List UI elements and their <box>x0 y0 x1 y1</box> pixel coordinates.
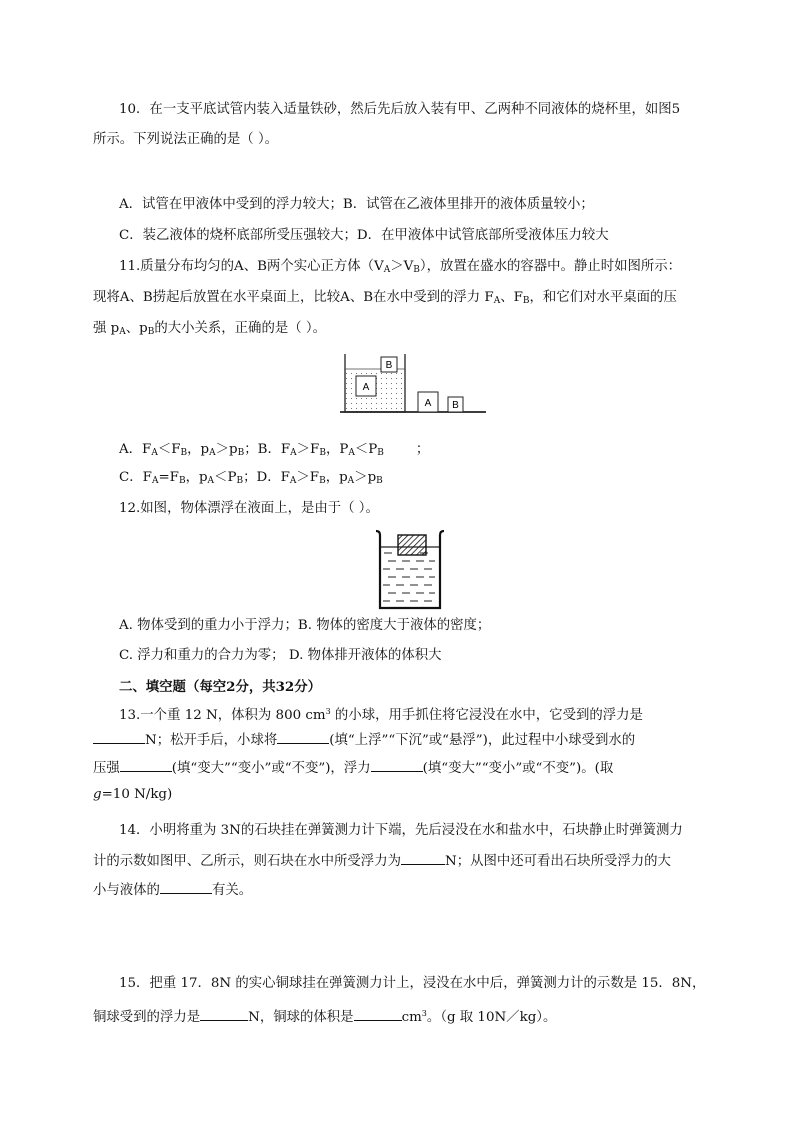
q11-stem-line3: 强 $p_A$、$p_B$的大小关系，正确的是（ ）。 <box>93 321 326 337</box>
answer-blank[interactable] <box>200 1008 248 1021</box>
q15-line1: 15．把重 17．8N 的实心铜球挂在弹簧测力计上，浸没在水中后，弹簧测力计的示数是 15．8N， <box>119 976 706 991</box>
q12-stem: 12.如图，物体漂浮在液面上，是由于（ ）。 <box>119 501 379 516</box>
liquid-dashes <box>383 553 435 601</box>
q15-line2: 铜球受到的浮力是 N，铜球的体积是 $cm^3$。（g 取 10N／kg）。 <box>93 1009 557 1025</box>
answer-blank[interactable] <box>354 1008 402 1021</box>
q11-stem-line2: 现将A、B捞起后放置在水平桌面上，比较A、B在水中受到的浮力 $F_A$、$F_B$，和它们对水平桌面的压 <box>93 290 677 306</box>
q13-line4: g=10 N/kg) <box>93 787 173 802</box>
q11-options-ab: A．$F_A<F_B$，$p_A>p_B$；B．$F_A>F_B$，$P_A<P_B$ ； <box>119 442 430 458</box>
answer-blank[interactable] <box>277 731 329 744</box>
q11-options-cd: C．$F_A=F_B$，$p_A<P_B$；D．$F_A>F_B$，$p_A>p_B$ <box>119 470 383 486</box>
q10-options-ab: A．试管在甲液体中受到的浮力较大；B．试管在乙液体里排开的液体质量较小； <box>119 197 594 212</box>
q11-stem-line1: 11.质量分布均匀的A、B两个实心正方体$(V_A>V_B)$，放置在盛水的容器中。静止时如图所示： <box>119 259 682 275</box>
q12-options-ab: A. 物体受到的重力小于浮力；B. 物体的密度大于液体的密度； <box>119 618 491 633</box>
q10-stem-line2: 所示。下列说法正确的是（ ）。 <box>93 132 279 147</box>
answer-blank[interactable] <box>371 759 423 772</box>
q13-line2: N；松开手后，小球将 (填“上浮”“下沉”或“悬浮”)，此过程中小球受到水的 <box>93 731 635 750</box>
answer-blank[interactable] <box>401 852 445 865</box>
section-title-fill-in: 二、填空题（每空2分，共32分） <box>119 679 322 695</box>
answer-blank[interactable] <box>160 881 212 894</box>
q14-line1: 14．小明将重为 3N的石块挂在弹簧测力计下端，先后浸没在水和盐水中，石块静止时弹簧测力 <box>119 823 683 838</box>
q11-figure-container-blocks <box>340 352 486 416</box>
q12-figure-beaker-floating-object <box>374 529 446 611</box>
q10-options-cd: C．装乙液体的烧杯底部所受压强较大；D．在甲液体中试管底部所受液体压力较大 <box>119 228 609 243</box>
q13-line3: 压强 (填“变大”“变小”或“不变”)，浮力 (填“变大”“变小”或“不变”)。(取 <box>93 761 614 776</box>
q10-stem-line1: 10．在一支平底试管内装入适量铁砂，然后先后放入装有甲、乙两种不同液体的烧杯里，如图5 <box>119 102 681 117</box>
floating-object <box>398 535 426 555</box>
label-b: B <box>452 400 459 411</box>
q14-line3: 小与液体的 有关。 <box>93 883 253 898</box>
label-a: A <box>424 398 432 409</box>
q14-line2: 计的示数如图甲、乙所示，则石块在水中所受浮力为 N；从图中还可看出石块所受浮力的大 <box>93 854 671 869</box>
answer-blank[interactable] <box>93 731 145 744</box>
q12-options-cd: C. 浮力和重力的合力为零； D. 物体排开液体的体积大 <box>119 648 442 663</box>
answer-blank[interactable] <box>120 759 172 772</box>
label-a: A <box>362 382 370 393</box>
q13-line1: 13.一个重 12 N，体积为 800 $cm^3$ 的小球，用手抓住将它浸没在水中，它受到的浮力是 <box>119 707 643 723</box>
label-b: B <box>385 360 393 371</box>
